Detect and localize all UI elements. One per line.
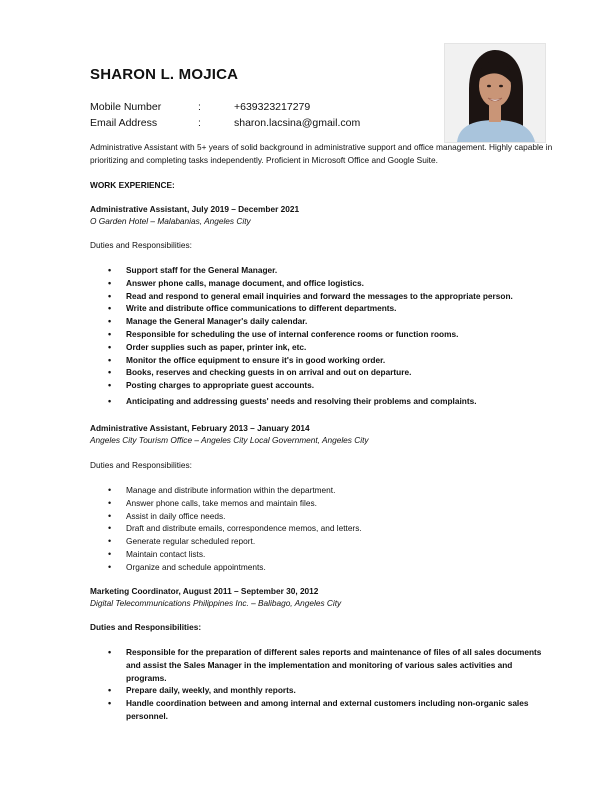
list-item: • Answer phone calls, manage document, and office logistics. (108, 277, 568, 290)
duties-label: Duties and Responsibilities: (90, 460, 192, 470)
summary-paragraph: Administrative Assistant with 5+ years of solid background in administrative support and office management. Highly capable in prioritizing and completing tasks independently. Proficient in Microsoft Office and Google Suite. (90, 142, 553, 165)
list-item: • Manage the General Manager's daily calendar. (108, 315, 568, 328)
email-label: Email Address (90, 117, 158, 129)
list-item: • Anticipating and addressing guests' needs and resolving their problems and complaints. (108, 395, 568, 408)
list-item: • Support staff for the General Manager. (108, 264, 568, 277)
job-organization: Angeles City Tourism Office – Angeles City Local Government, Angeles City (90, 435, 369, 445)
list-item: • Handle coordination between and among internal and external customers including non-organic sales personnel. (108, 697, 553, 723)
work-experience-heading: WORK EXPERIENCE: (90, 180, 175, 190)
job-title: Marketing Coordinator, August 2011 – September 30, 2012 (90, 586, 319, 596)
candidate-name: SHARON L. MOJICA (90, 66, 239, 83)
job-organization: O Garden Hotel – Malabanias, Angeles City (90, 216, 251, 226)
duties-list (108, 484, 568, 574)
list-item: • Answer phone calls, take memos and maintain files. (108, 497, 568, 510)
list-item: • Generate regular scheduled report. (108, 535, 568, 548)
list-item: • Maintain contact lists. (108, 548, 568, 561)
list-item: • Draft and distribute emails, correspondence memos, and letters. (108, 522, 568, 535)
list-item: • Monitor the office equipment to ensure it's in good working order. (108, 354, 568, 367)
duties-label: Duties and Responsibilities: (90, 240, 192, 250)
list-item: • Books, reserves and checking guests in on arrival and out on departure. (108, 366, 568, 379)
list-item: • Order supplies such as paper, printer ink, etc. (108, 341, 568, 354)
list-item: • Read and respond to general email inquiries and forward the messages to the appropriate person. (108, 290, 568, 303)
list-item: • Write and distribute office communications to different departments. (108, 302, 568, 315)
mobile-value: +639323217279 (234, 101, 311, 113)
duties-list (108, 264, 568, 408)
mobile-separator: : (198, 101, 201, 113)
duties-list (108, 646, 553, 723)
job-title: Administrative Assistant, July 2019 – December 2021 (90, 204, 300, 214)
list-item: • Responsible for the preparation of different sales reports and maintenance of files of all sales documents and assist the Sales Manager in the implementation and monitoring of various sales activities and programs. (108, 646, 553, 684)
email-separator: : (198, 117, 201, 129)
portrait-icon (445, 44, 545, 142)
duties-label: Duties and Responsibilities: (90, 622, 202, 632)
email-value: sharon.lacsina@gmail.com (234, 117, 361, 129)
list-item: • Prepare daily, weekly, and monthly reports. (108, 684, 553, 697)
job-title: Administrative Assistant, February 2013 – January 2014 (90, 423, 310, 433)
mobile-label: Mobile Number (90, 101, 162, 113)
job-organization: Digital Telecommunications Philippines Inc. – Balibago, Angeles City (90, 598, 342, 608)
list-item: • Assist in daily office needs. (108, 510, 568, 523)
list-item: • Organize and schedule appointments. (108, 561, 568, 574)
profile-photo (444, 43, 546, 143)
list-item: • Manage and distribute information within the department. (108, 484, 568, 497)
list-item: • Posting charges to appropriate guest accounts. (108, 379, 568, 392)
list-item: • Responsible for scheduling the use of internal conference rooms or function rooms. (108, 328, 568, 341)
